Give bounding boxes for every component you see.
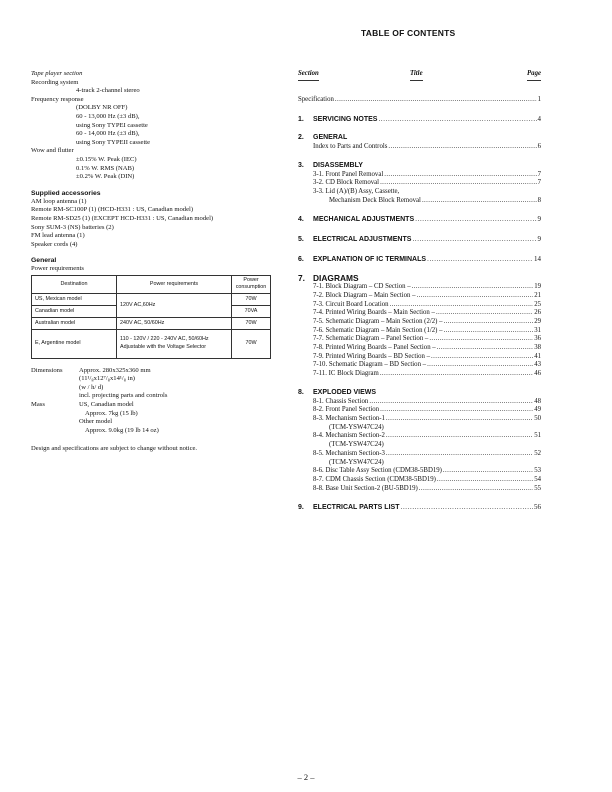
toc-entry-page: 52	[534, 449, 541, 457]
section-title: DISASSEMBLY	[313, 161, 363, 169]
toc-entry-page: 9	[537, 235, 541, 244]
toc-subentry-note: (TCM-YSW47C24)	[329, 441, 384, 449]
toc-entry-page: 49	[534, 406, 541, 414]
toc-entry-title: 3-2. CD Block Removal	[313, 179, 380, 187]
toc-entry-page: 56	[534, 503, 541, 512]
toc-entry-title: 7-3. Circuit Board Location	[313, 300, 389, 308]
accessory-item: Remote RM-SC100P (1) (HCD-H331 : US, Canadian model)	[31, 206, 194, 214]
mass-label: Mass	[31, 401, 45, 409]
power-cell: 110 - 120V / 220 - 240V AC, 50/60Hz Adjustable with the Voltage Selector	[117, 329, 232, 358]
toc-subentry[interactable]	[298, 344, 541, 353]
toc-column	[298, 70, 541, 513]
toc-entry-page: 9	[537, 215, 541, 224]
toc-entry-title: 7-8. Printed Wiring Boards – Panel Section –	[313, 344, 436, 352]
section-title: GENERAL	[313, 134, 348, 142]
toc-entry-title: Index to Parts and Controls	[313, 143, 388, 151]
toc-entry-page: 19	[534, 283, 541, 291]
toc-entry-page: 29	[534, 317, 541, 325]
power-cell: 240V AC, 50/60Hz	[117, 317, 232, 329]
power-cell: 120V AC,60Hz	[117, 293, 232, 317]
destination-cell: US, Mexican model	[32, 293, 117, 305]
toc-subentry[interactable]	[298, 283, 541, 292]
table-row	[32, 293, 271, 305]
toc-subentry-note: (TCM-YSW47C24)	[329, 458, 384, 466]
toc-entry-title: 8-5. Mechanism Section-3	[313, 449, 385, 457]
toc-entry-page: 25	[534, 300, 541, 308]
toc-entry-specification[interactable]	[298, 96, 541, 105]
table-header: Destination	[32, 276, 117, 293]
power-requirements-label: Power requirements	[31, 265, 84, 273]
toc-section-6[interactable]	[298, 255, 541, 265]
frequency-line: 60 - 14,000 Hz (±3 dB),	[76, 130, 140, 138]
toc-subentry[interactable]	[298, 353, 541, 362]
toc-entry-page: 46	[534, 370, 541, 378]
section-number: 5.	[298, 236, 304, 244]
toc-entry-title: 8-6. Disc Table Assy Section (CDM38-5BD19)	[313, 467, 442, 475]
wow-line: ±0.2% W. Peak (DIN)	[76, 173, 135, 181]
toc-subentry[interactable]	[298, 335, 541, 344]
toc-section-5[interactable]	[298, 235, 541, 245]
toc-subentry[interactable]	[298, 415, 541, 424]
dimensions-line: Approx. 280x325x360 mm	[79, 366, 151, 374]
toc-entry-title: 7-11. IC Block Diagram	[313, 370, 379, 378]
toc-subentry[interactable]	[298, 179, 541, 188]
page-number: – 2 –	[297, 772, 315, 782]
section-number: 2.	[298, 134, 304, 142]
accessory-item: Remote RM-SD25 (1) (EXCEPT HCD-H331 : US, Canadian model)	[31, 214, 214, 222]
frequency-line: using Sony TYPEI cassette	[76, 121, 148, 129]
section-number: 8.	[298, 388, 304, 396]
toc-entry-page: 1	[537, 96, 541, 103]
toc-subentry[interactable]	[298, 450, 541, 459]
section-title: DIAGRAMS	[313, 273, 359, 284]
toc-subentry[interactable]	[298, 309, 541, 318]
table-header: Power requirements	[117, 276, 232, 293]
toc-entry-title: 7-1. Block Diagram – CD Section –	[313, 283, 411, 291]
dimensions-label: Dimensions	[31, 366, 63, 374]
section-title: MECHANICAL ADJUSTMENTS	[313, 216, 415, 224]
recording-system-value: 4-track 2-channel stereo	[76, 87, 140, 95]
destination-cell: Australian model	[32, 317, 117, 329]
supplied-accessories-heading: Supplied accessories	[31, 189, 101, 197]
mass-line: US, Canadian model	[79, 401, 134, 409]
col-page: Page	[527, 70, 541, 81]
toc-entry-page: 51	[534, 432, 541, 440]
toc-entry-title: 8-8. Base Unit Section-2 (BU-5BD19)	[313, 484, 418, 492]
destination-cell: Canadian model	[32, 305, 117, 317]
accessory-item: Sony SUM-3 (NS) batteries (2)	[31, 223, 114, 231]
consumption-cell: 70VA	[232, 305, 271, 317]
section-number: 7.	[298, 273, 305, 284]
toc-subentry-note: (TCM-YSW47C24)	[329, 423, 384, 431]
toc-entry-title: 7-9. Printed Wiring Boards – BD Section –	[313, 352, 431, 360]
toc-section-4[interactable]	[298, 215, 541, 225]
toc-subentry[interactable]	[298, 318, 541, 327]
general-heading: General	[31, 257, 57, 265]
section-number: 4.	[298, 216, 304, 224]
toc-entry-page: 7	[537, 179, 541, 187]
toc-entry-page: 41	[534, 352, 541, 360]
toc-entry-page: 53	[534, 467, 541, 475]
table-row	[32, 329, 271, 358]
toc-subentry[interactable]	[298, 485, 541, 494]
wow-line: ±0.15% W. Peak (IEC)	[76, 155, 137, 163]
wow-flutter-label: Wow and flutter	[31, 147, 74, 155]
toc-subentry[interactable]	[298, 188, 541, 197]
section-number: 1.	[298, 115, 304, 123]
tape-section-heading: Tape player section	[31, 70, 83, 77]
toc-subentry[interactable]	[298, 292, 541, 301]
section-number: 9.	[298, 504, 304, 512]
frequency-line: 60 - 13,000 Hz (±3 dB),	[76, 112, 140, 120]
toc-entry-page: 50	[534, 414, 541, 422]
toc-entry-page: 21	[534, 291, 541, 299]
toc-subentry[interactable]	[298, 406, 541, 415]
toc-entry-page: 7	[537, 170, 541, 178]
toc-entry-page: 4	[537, 114, 541, 123]
col-section: Section	[298, 70, 319, 81]
toc-entry-title: Mechanism Deck Block Removal	[329, 196, 421, 204]
toc-subentry[interactable]	[298, 370, 541, 379]
toc-entry-page: 43	[534, 361, 541, 369]
power-table	[31, 275, 271, 358]
col-title: Title	[410, 70, 423, 81]
toc-section-9[interactable]	[298, 503, 541, 513]
toc-section-2[interactable]	[298, 134, 541, 143]
frequency-line: (DOLBY NR OFF)	[76, 104, 128, 112]
toc-subentry[interactable]	[298, 361, 541, 370]
change-notice: Design and specifications are subject to change without notice.	[31, 445, 198, 453]
toc-entry-title: Specification	[298, 96, 334, 103]
table-header: Power consumption	[232, 276, 271, 293]
toc-entry-page: 8	[537, 196, 541, 204]
toc-entry-page: 54	[534, 475, 541, 483]
toc-sections	[298, 115, 541, 513]
toc-entry-page: 14	[534, 254, 541, 263]
dimensions-line: (11¹/₈x12⁷/₈x14¹/₈ in)	[79, 375, 135, 383]
frequency-line: using Sony TYPEII cassette	[76, 138, 151, 146]
dimensions-line: incl. projecting parts and controls	[79, 392, 168, 400]
section-title: ELECTRICAL PARTS LIST	[313, 504, 400, 512]
section-title: ELECTRICAL ADJUSTMENTS	[313, 236, 412, 244]
section-number: 6.	[298, 255, 304, 263]
section-title: EXPLODED VIEWS	[313, 388, 377, 396]
mass-line: Approx. 7kg (15 lb)	[85, 409, 138, 417]
toc-subentry[interactable]	[298, 171, 541, 180]
section-number: 3.	[298, 161, 304, 169]
table-row	[32, 317, 271, 329]
toc-subentry[interactable]	[298, 476, 541, 485]
toc-entry-title: 8-1. Chassis Section	[313, 397, 369, 405]
toc-section-3[interactable]	[298, 162, 541, 171]
toc-entry-title: 8-4. Mechanism Section-2	[313, 432, 385, 440]
toc-entry-title: 7-10. Schematic Diagram – BD Section –	[313, 361, 427, 369]
accessory-item: AM loop antenna (1)	[31, 197, 87, 205]
toc-entry-page: 55	[534, 484, 541, 492]
dimensions-block	[31, 367, 271, 436]
toc-entry-page: 31	[534, 326, 541, 334]
toc-entry-title: 7-7. Schematic Diagram – Panel Section –	[313, 335, 429, 343]
toc-entry-page: 38	[534, 344, 541, 352]
mass-line: Approx. 9.0kg (19 lb 14 oz)	[85, 426, 159, 434]
section-title: SERVICING NOTES	[313, 115, 378, 123]
toc-subentry[interactable]	[298, 327, 541, 336]
toc-entry-title: 8-2. Front Panel Section	[313, 406, 380, 414]
accessory-item: Speaker cords (4)	[31, 240, 78, 248]
toc-entry-title: 7-5. Schematic Diagram – Main Section (2/2) –	[313, 317, 443, 325]
toc-section-1[interactable]	[298, 115, 541, 125]
dimensions-line: (w / h/ d)	[79, 383, 104, 391]
toc-section-8[interactable]	[298, 389, 541, 398]
section-title: EXPLANATION OF IC TERMINALS	[313, 255, 427, 263]
toc-entry-page: 48	[534, 397, 541, 405]
specifications-column	[31, 70, 271, 454]
toc-section-7[interactable]	[298, 274, 541, 283]
consumption-cell: 70W	[232, 329, 271, 358]
toc-subentry[interactable]	[298, 467, 541, 476]
toc-entry-title: 7-6. Schematic Diagram – Main Section (1/2) –	[313, 326, 443, 334]
recording-system-label: Recording system	[31, 78, 79, 86]
toc-entry-page: 36	[534, 335, 541, 343]
toc-entry-title: 3-1. Front Panel Removal	[313, 170, 384, 178]
page-title: TABLE OF CONTENTS	[361, 28, 456, 38]
toc-subentry[interactable]	[298, 197, 541, 206]
destination-cell: E, Argentine model	[32, 329, 117, 358]
wow-line: 0.1% W. RMS (NAB)	[76, 164, 135, 172]
toc-subentry[interactable]	[298, 432, 541, 441]
toc-entry-page: 6	[537, 143, 541, 151]
consumption-cell: 70W	[232, 293, 271, 305]
toc-entry-title: 7-2. Block Diagram – Main Section –	[313, 291, 416, 299]
toc-entry-title: 8-7. CDM Chassis Section (CDM38-5BD19)	[313, 475, 436, 483]
consumption-cell: 70W	[232, 317, 271, 329]
frequency-response-label: Frequency response	[31, 95, 84, 103]
toc-entry-title: 8-3. Mechanism Section-1	[313, 414, 385, 422]
toc-subentry[interactable]	[298, 143, 541, 152]
mass-line: Other model	[79, 418, 113, 426]
toc-subentry[interactable]	[298, 301, 541, 310]
toc-entry-title: 3-3. Lid (A)/(B) Assy, Cassette,	[313, 187, 400, 195]
toc-column-headers	[298, 70, 541, 82]
toc-subentry[interactable]	[298, 398, 541, 407]
toc-entry-title: 7-4. Printed Wiring Boards – Main Section –	[313, 309, 435, 317]
toc-entry-page: 26	[534, 309, 541, 317]
accessory-item: FM lead antenna (1)	[31, 232, 85, 240]
